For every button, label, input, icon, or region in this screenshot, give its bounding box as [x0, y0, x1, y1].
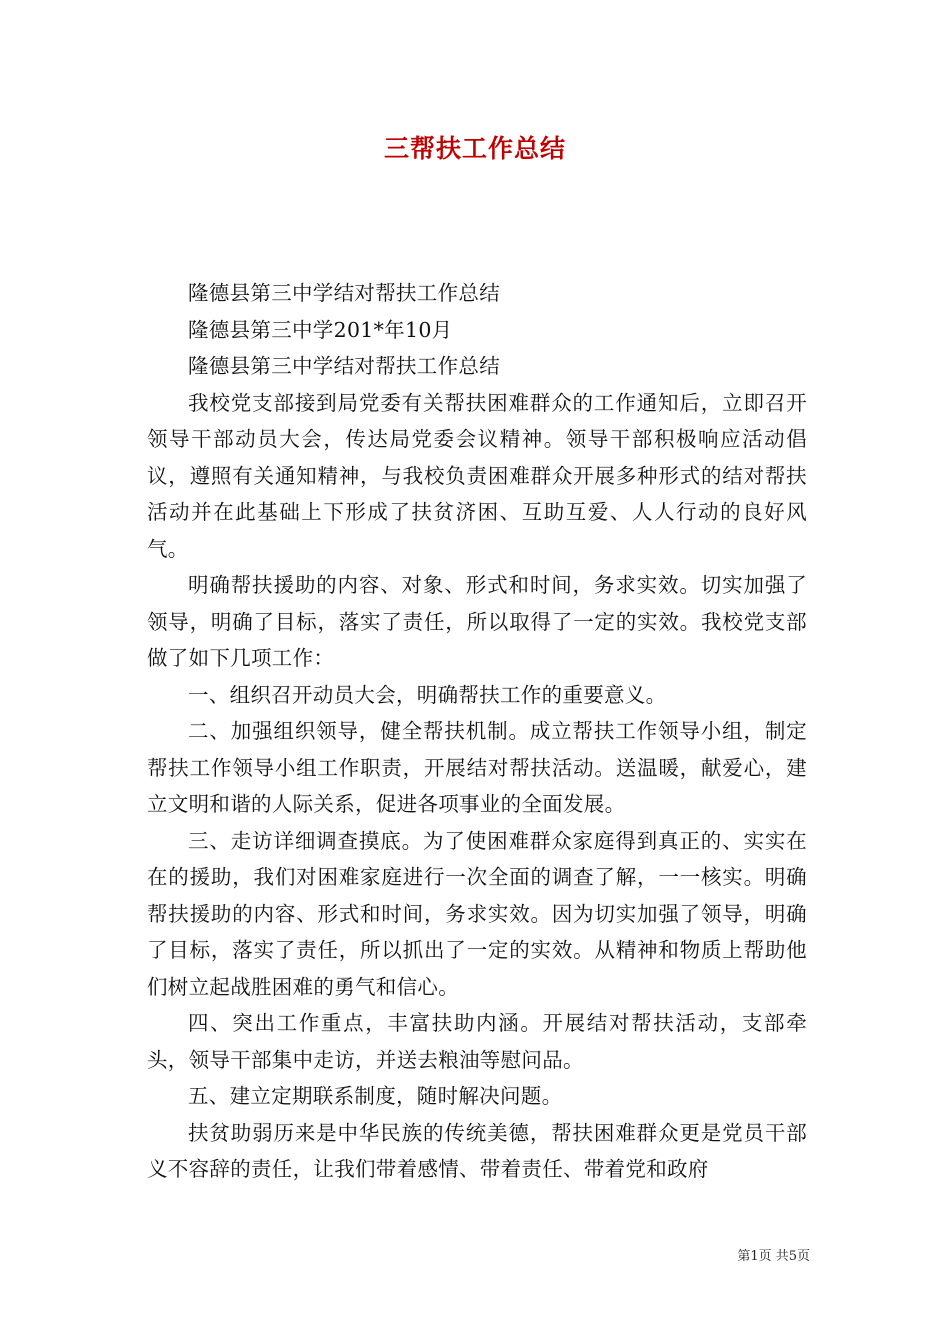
paragraph-objectives: 明确帮扶援助的内容、对象、形式和时间，务求实效。切实加强了领导，明确了目标，落实了责任，所以取得了一定的实效。我校党支部做了如下几项工作：: [147, 573, 807, 670]
page-number: 第1页 共5页: [737, 1249, 810, 1264]
paragraph-intro: 我校党支部接到局党委有关帮扶困难群众的工作通知后，立即召开领导干部动员大会，传达局党委会议精神。领导干部积极响应活动倡议，遵照有关通知精神，与我校负责困难群众开展多种形式的结对帮扶活动并在此基础上下形成了扶贫济困、互助互爱、人人行动的良好风气。: [147, 390, 807, 561]
paragraph-item-3: 三、走访详细调查摸底。为了使困难群众家庭得到真正的、实实在在的援助，我们对困难家庭进行一次全面的调查了解，一一核实。明确帮扶援助的内容、形式和时间，务求实效。因为切实加强了领导，明确了目标，落实了责任，所以抓出了一定的实效。从精神和物质上帮助他们树立起战胜困难的勇气和信心。: [147, 828, 807, 999]
document-body: [147, 275, 807, 1188]
paragraph-heading-1: 隆德县第三中学结对帮扶工作总结: [188, 281, 500, 305]
paragraph-heading-2: 隆德县第三中学结对帮扶工作总结: [188, 354, 500, 378]
document-title: 三帮扶工作总结: [383, 134, 566, 163]
paragraph-item-5: 五、建立定期联系制度，随时解决问题。: [188, 1084, 563, 1108]
paragraph-item-4: 四、突出工作重点，丰富扶助内涵。开展结对帮扶活动，支部牵头，领导干部集中走访，并送去粮油等慰问品。: [147, 1011, 807, 1072]
paragraph-conclusion: 扶贫助弱历来是中华民族的传统美德，帮扶困难群众更是党员干部义不容辞的责任，让我们带着感情、带着责任、带着党和政府: [147, 1120, 807, 1181]
paragraph-item-1: 一、组织召开动员大会，明确帮扶工作的重要意义。: [188, 682, 667, 707]
paragraph-item-2: 二、加强组织领导，健全帮扶机制。成立帮扶工作领导小组，制定帮扶工作领导小组工作职责，开展结对帮扶活动。送温暖，献爱心，建立文明和谐的人际关系，促进各项事业的全面发展。: [147, 719, 807, 816]
paragraph-date: 隆德县第三中学201*年10月: [188, 317, 453, 342]
